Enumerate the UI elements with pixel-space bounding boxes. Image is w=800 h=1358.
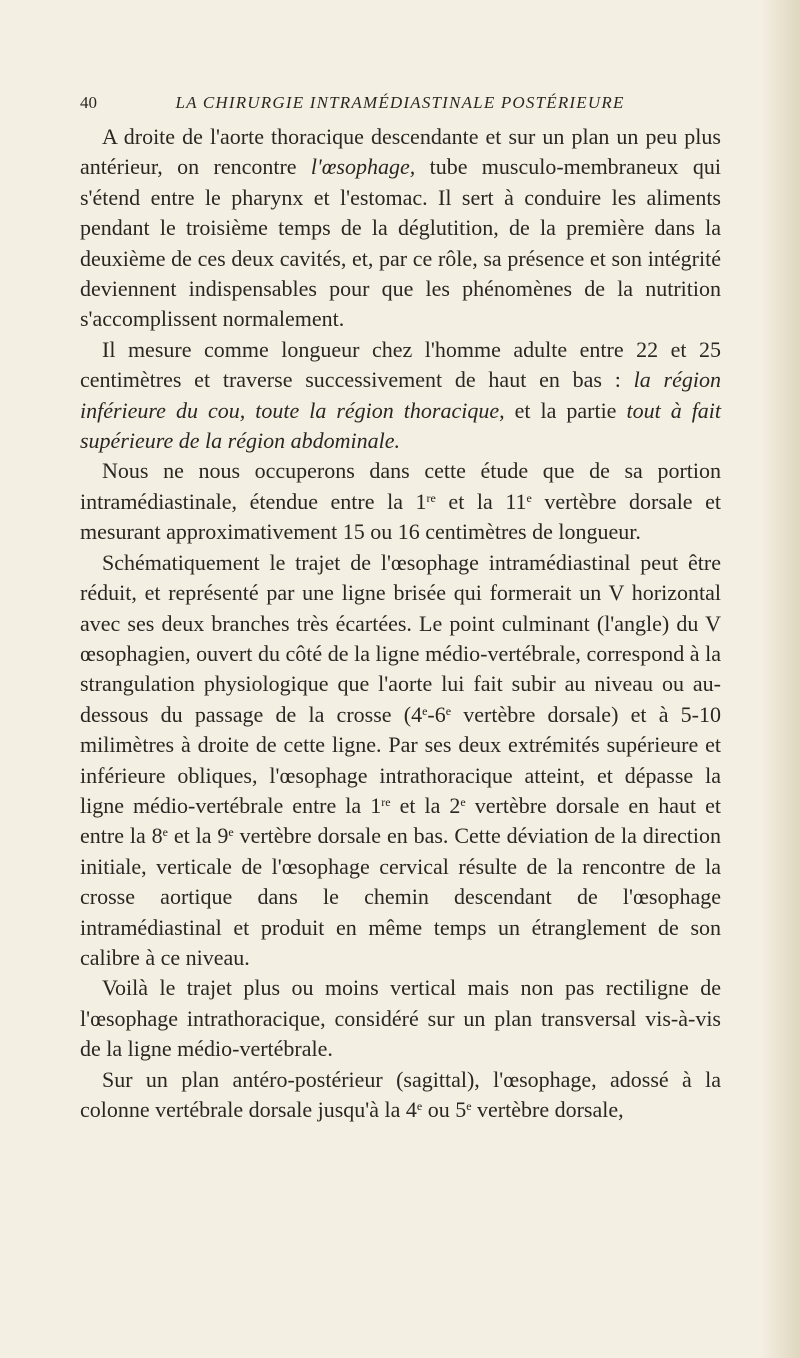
ordinal-suffix: e: [228, 825, 234, 840]
page-number: 40: [80, 93, 97, 112]
ordinal-suffix: e: [445, 703, 452, 718]
italic-term: l'œsophage,: [310, 154, 416, 180]
ordinal-suffix: e: [526, 490, 532, 505]
body-text: [80, 122, 721, 1125]
paragraph: Voilà le trajet plus ou moins vertical mais non pas rectiligne de l'œsophage intrathoracique, considéré sur un plan transversal vis-à-vis de la ligne médio-vertébrale.: [80, 975, 721, 1062]
paragraph: A droite de l'aorte thoracique descendante et sur un plan un peu plus antérieur, on rencontre l'œsophage, tube musculo-membraneux qui s'étend entre le pharynx et l'estomac. Il sert à conduire les aliments pendant le troisième temps de la déglutition, de la première dans la deuxième de ces deux cavités, et, par ce rôle, sa présence et son intégrité deviennent indispensables pour que les phénomènes de la nutrition s'accomplissent normalement.: [80, 124, 721, 332]
ordinal-suffix: e: [466, 1099, 472, 1113]
ordinal-suffix: e: [460, 794, 466, 809]
running-title: LA CHIRURGIE INTRAMÉDIASTINALE POSTÉRIEURE: [175, 93, 625, 112]
ordinal-suffix: e: [422, 703, 428, 718]
ordinal-suffix: e: [162, 825, 168, 840]
page-edge-shadow: [760, 0, 800, 1358]
paragraph: Il mesure comme longueur chez l'homme adulte entre 22 et 25 centimètres et traverse successivement de haut en bas : la région inférieure du cou, toute la région thoracique, et la partie tout à fait supérieure de la région abdominale.: [80, 336, 722, 454]
paragraph: Schématiquement le trajet de l'œsophage intramédiastinal peut être réduit, et représenté par une ligne brisée qui formerait un V horizontal avec ses deux branches très écartées. Le point culminant (l'angle) du V œsophagien, ouvert du côté de la ligne médio-vertébrale, correspond à la strangulation physiologique que l'aorte lui fait subir au niveau ou au-dessous du passage de la crosse (4e-6e vertèbre dorsale) et à 5-10 milimètres à droite de cette ligne. Par ses deux extrémités supérieure et inférieure obliques, l'œsophage intrathoracique atteint, et dépasse la ligne médio-vertébrale entre la 1re et la 2e vertèbre dorsale en haut et entre la 8e et la 9e vertèbre dorsale en bas. Cette déviation de la direction initiale, verticale de l'œsophage cervical résulte de la rencontre de la crosse aortique dans le chemin descendant de l'œsophage intramédiastinal et produit en même temps un étranglement de son calibre à ce niveau.: [80, 549, 721, 970]
paragraph: Sur un plan antéro-postérieur (sagittal), l'œsophage, adossé à la colonne vertébrale dorsale jusqu'à la 4e ou 5e vertèbre dorsale,: [80, 1066, 721, 1122]
ordinal-suffix: e: [416, 1099, 423, 1113]
ordinal-suffix: re: [426, 490, 436, 505]
ordinal-suffix: re: [381, 794, 391, 809]
paragraph: Nous ne nous occuperons dans cette étude que de sa portion intramédiastinale, étendue entre la 1re et la 11e vertèbre dorsale et mesurant approximativement 15 ou 16 centimètres de longueur.: [80, 458, 722, 545]
italic-term: tout à fait supérieure de la région abdominale.: [80, 397, 722, 454]
running-header: [80, 92, 720, 114]
italic-term: la région inférieure du cou,: [80, 367, 721, 423]
italic-term: toute la région thoracique,: [255, 397, 505, 423]
